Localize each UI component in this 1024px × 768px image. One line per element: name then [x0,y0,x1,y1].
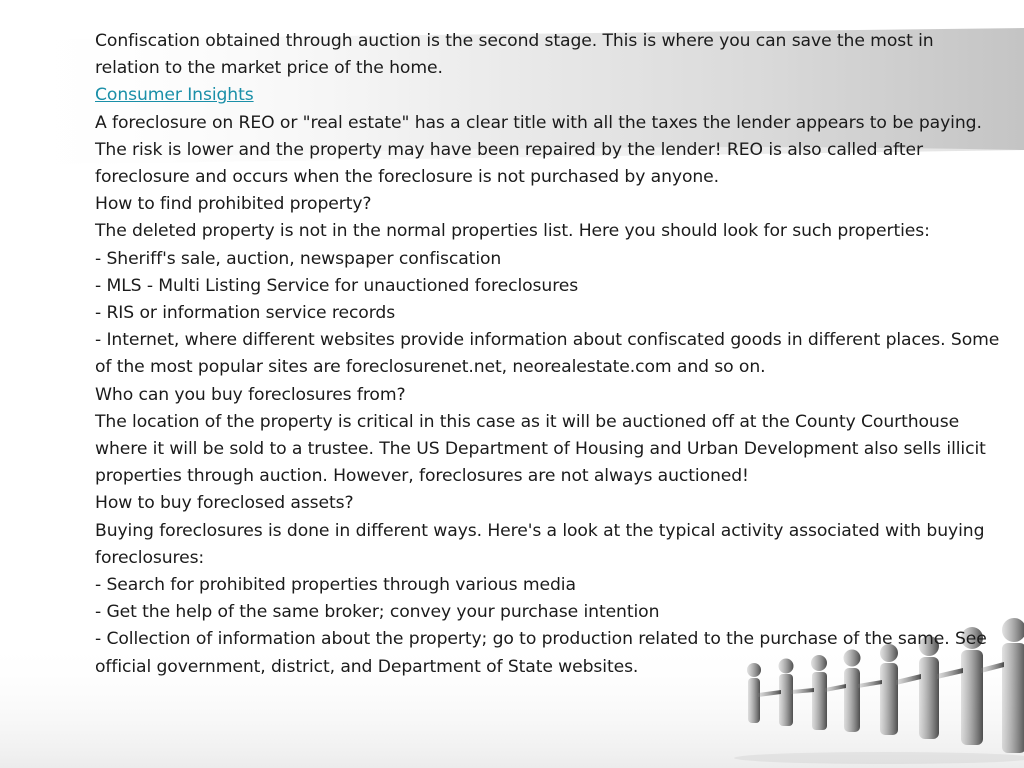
heading-how-buy: How to buy foreclosed assets? [95,493,354,514]
list-item-broker: - Get the help of the same broker; convey your purchase intention [95,602,660,623]
list-item-collection: - Collection of information about the property; go to production related to the purchase of the same. See official government, district, and Department of State websites. [95,629,987,677]
list-item-mls: - MLS - Multi Listing Service for unauctioned foreclosures [95,275,579,296]
slide-body-text [95,28,1000,681]
heading-who-buy: Who can you buy foreclosures from? [95,384,406,405]
paragraph-reo: A foreclosure on REO or "real estate" has a clear title with all the taxes the lender appears to be paying. The risk is lower and the property may have been repaired by the lender! REO is also called after foreclosure and occurs when the foreclosure is not purchased by anyone. [95,112,982,188]
paragraph-location: The location of the property is critical in this case as it will be auctioned off at the County Courthouse where it will be sold to a trustee. The US Department of Housing and Urban Development also sells illicit properties through auction. However, foreclosures are not always auctioned! [95,411,986,487]
list-item-sheriff-sale: - Sheriff's sale, auction, newspaper confiscation [95,248,502,269]
list-item-search: - Search for prohibited properties through various media [95,575,576,596]
link-line [95,82,1000,109]
paragraph-auction-stage: Confiscation obtained through auction is the second stage. This is where you can save the most in relation to the market price of the home. [95,31,934,79]
heading-find-property: How to find prohibited property? [95,194,372,215]
paragraph-buying-ways: Buying foreclosures is done in different ways. Here's a look at the typical activity associated with buying foreclosures: [95,520,985,568]
list-item-internet: - Internet, where different websites provide information about confiscated goods in different places. Some of the most popular sites are foreclosurenet.net, neorealestate.com and so on. [95,330,1000,378]
paragraph-deleted-property: The deleted property is not in the normal properties list. Here you should look for such properties: [95,221,930,242]
consumer-insights-link[interactable]: Consumer Insights [95,85,254,106]
list-item-ris: - RIS or information service records [95,303,396,324]
